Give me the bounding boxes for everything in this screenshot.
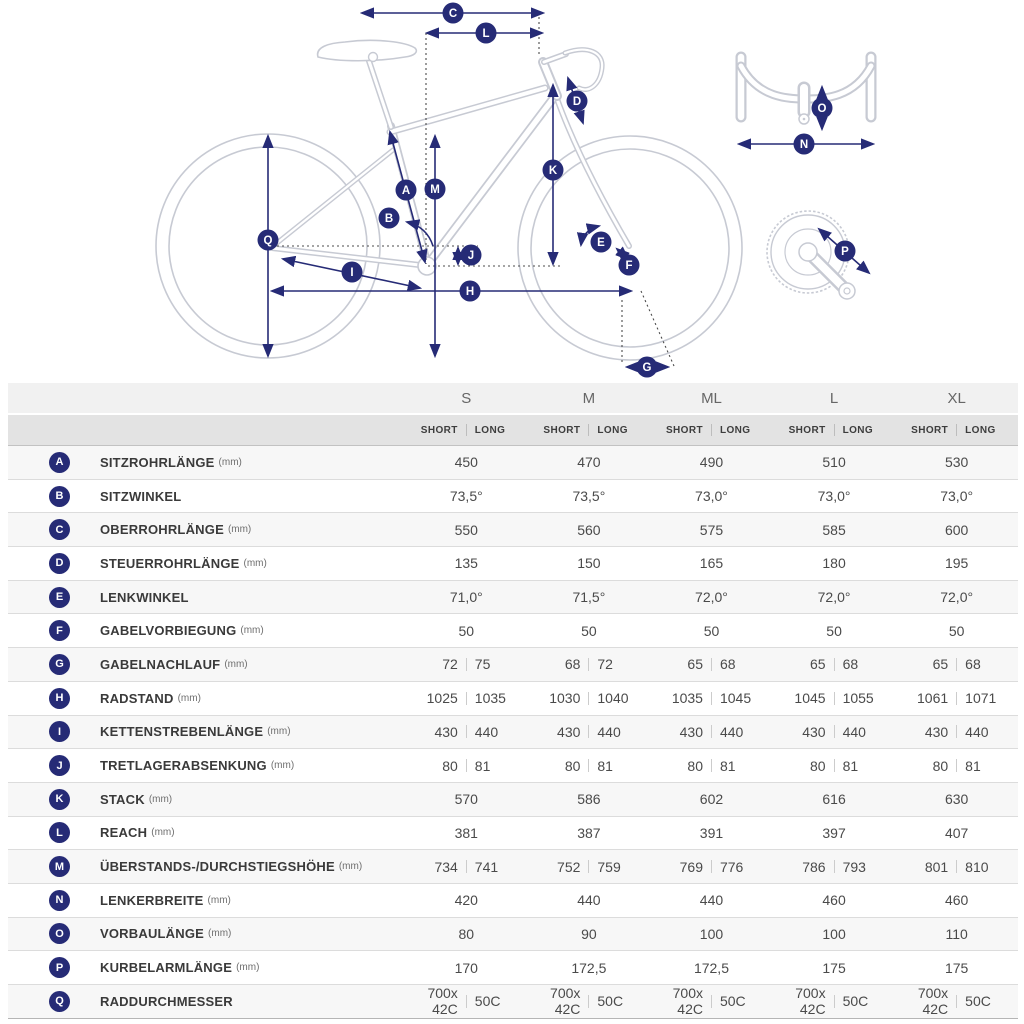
value-long: 1055: [842, 690, 874, 707]
svg-text:P: P: [841, 246, 849, 258]
value-long: 81: [719, 757, 736, 774]
value-cell: 90: [581, 925, 597, 942]
value-cell: 490: [699, 454, 724, 471]
table-row: [8, 446, 1018, 480]
value-long: 50C: [719, 993, 746, 1010]
row-badge: H: [49, 688, 70, 709]
svg-text:J: J: [467, 250, 475, 262]
value-short: 752: [557, 858, 581, 875]
value-cell: 175: [822, 959, 846, 976]
row-label: GABELVORBIEGUNG: [100, 623, 237, 639]
row-label-area: [8, 923, 405, 944]
value-long: 50C: [965, 993, 991, 1010]
diagram-badge-a: [396, 180, 417, 201]
value-cell: 570: [454, 791, 478, 808]
value-cell: [895, 850, 1018, 883]
diagram-badge-i: [342, 262, 363, 283]
svg-text:O: O: [817, 103, 827, 115]
size-header-row: [8, 383, 1018, 413]
dimension-arrows: [268, 13, 873, 367]
diagram-badge-j: [461, 245, 482, 266]
value-short: 72: [442, 656, 458, 673]
row-unit: (mm): [224, 658, 248, 670]
subheader-cell: [528, 415, 651, 445]
value-short: 65: [932, 656, 949, 673]
row-label-area: [8, 654, 405, 675]
value-cell: [405, 850, 528, 883]
value-cell: [528, 985, 651, 1018]
diagram-badge-n: [794, 134, 815, 155]
value-long: 440: [474, 723, 499, 740]
diagram-badge-l: [476, 23, 497, 44]
value-long: 68: [842, 656, 859, 673]
diagram-badge-h: [460, 281, 481, 302]
value-short: 700x 42C: [427, 985, 458, 1018]
svg-text:E: E: [597, 237, 605, 249]
value-short: 1035: [671, 690, 703, 707]
svg-text:H: H: [465, 286, 475, 298]
value-cell: [773, 716, 896, 749]
value-cell: [528, 716, 651, 749]
row-label: ÜBERSTANDS-/DURCHSTIEGSHÖHE: [100, 859, 335, 875]
value-cell: 150: [577, 555, 601, 572]
value-long: 50C: [597, 993, 624, 1010]
value-cell: [528, 648, 651, 681]
value-cell: 407: [944, 824, 969, 841]
row-unit: (mm): [227, 524, 252, 536]
table-row: [8, 749, 1018, 783]
size-header-cell: S: [461, 389, 472, 407]
value-cell: 73,0°: [695, 488, 728, 505]
row-badge: I: [49, 721, 70, 742]
size-header-cell: XL: [947, 389, 966, 407]
value-cell: 110: [945, 925, 968, 942]
value-cell: 172,5: [571, 959, 607, 976]
value-cell: 381: [454, 824, 478, 841]
row-label: REACH: [100, 825, 148, 841]
subheader-cell: [650, 415, 773, 445]
value-short: 80: [932, 757, 949, 774]
value-short: 1025: [426, 690, 458, 707]
row-label-area: [8, 553, 405, 574]
row-label-area: [8, 688, 405, 709]
svg-text:K: K: [548, 165, 558, 177]
value-cell: [405, 716, 528, 749]
value-cell: [773, 749, 896, 782]
value-cell: 600: [944, 521, 969, 538]
size-header-cell: L: [829, 389, 839, 407]
value-cell: 71,5°: [572, 589, 606, 606]
value-short: 80: [442, 757, 458, 774]
table-row: [8, 783, 1018, 817]
subheader-long-label: LONG: [965, 424, 996, 436]
value-cell: [650, 850, 773, 883]
svg-text:A: A: [401, 185, 411, 197]
row-unit: (mm): [243, 557, 267, 569]
subheader-cell: [773, 415, 896, 445]
value-cell: 195: [944, 555, 969, 572]
value-long: 440: [597, 723, 621, 740]
row-label: STACK: [100, 791, 145, 807]
value-cell: 420: [454, 892, 478, 909]
value-cell: 72,0°: [940, 589, 974, 606]
value-cell: 80: [458, 925, 475, 942]
row-badge: L: [49, 822, 70, 843]
row-badge: N: [49, 890, 70, 911]
subheader-long-label: LONG: [474, 424, 506, 436]
diagram-badge-q: [258, 230, 279, 251]
row-label-area: [8, 486, 405, 507]
value-cell: 510: [822, 454, 846, 471]
value-cell: [895, 749, 1018, 782]
value-long: 81: [842, 757, 859, 774]
value-long: 50C: [474, 993, 501, 1010]
value-cell: 470: [577, 454, 601, 471]
table-row: [8, 850, 1018, 884]
value-cell: 585: [822, 521, 846, 538]
value-cell: 440: [577, 892, 601, 909]
value-cell: [895, 716, 1018, 749]
row-unit: (mm): [208, 928, 232, 940]
row-badge: B: [49, 486, 70, 507]
table-row: [8, 480, 1018, 514]
value-cell: [650, 716, 773, 749]
value-short: 769: [679, 858, 703, 875]
value-short: 801: [924, 858, 949, 875]
row-label: STEUERROHRLÄNGE: [100, 555, 240, 571]
value-cell: [405, 682, 528, 715]
value-cell: [405, 985, 528, 1018]
value-cell: [528, 682, 651, 715]
row-badge: D: [49, 553, 70, 574]
row-badge: P: [49, 957, 70, 978]
subheader-short-label: SHORT: [788, 424, 826, 436]
svg-text:L: L: [482, 28, 490, 40]
diagram-badge-m: [425, 179, 446, 200]
value-cell: 560: [577, 521, 601, 538]
value-short: 430: [679, 723, 703, 740]
row-unit: (mm): [218, 456, 242, 468]
value-short: 1045: [794, 690, 826, 707]
value-cell: 180: [822, 555, 846, 572]
row-badge: K: [49, 789, 70, 810]
value-cell: 440: [699, 892, 724, 909]
value-cell: 530: [944, 454, 969, 471]
row-badge: A: [49, 452, 70, 473]
table-row: [8, 581, 1018, 615]
svg-text:I: I: [350, 267, 354, 279]
diagram-badge-c: [443, 3, 464, 24]
subheader-long-label: LONG: [719, 424, 751, 436]
value-cell: 450: [454, 454, 478, 471]
row-label-area: [8, 957, 405, 978]
value-cell: 165: [699, 555, 724, 572]
row-label-area: [8, 587, 405, 608]
value-cell: 50: [703, 622, 720, 639]
svg-text:F: F: [625, 260, 633, 272]
value-long: 50C: [842, 993, 869, 1010]
value-long: 81: [965, 757, 981, 774]
value-cell: 73,0°: [940, 488, 974, 505]
row-unit: (mm): [267, 726, 291, 738]
subheader-short-label: SHORT: [420, 424, 458, 436]
value-cell: [528, 850, 651, 883]
value-cell: 602: [699, 791, 724, 808]
value-cell: 575: [699, 521, 724, 538]
row-badge: F: [49, 620, 70, 641]
row-label: SITZWINKEL: [100, 488, 182, 504]
value-long: 810: [965, 858, 989, 875]
svg-text:Q: Q: [263, 235, 273, 247]
value-long: 440: [842, 723, 866, 740]
row-badge: G: [49, 654, 70, 675]
value-long: 81: [597, 757, 613, 774]
value-cell: 72,0°: [817, 589, 851, 606]
diagram-badge-k: [543, 160, 564, 181]
row-label-area: [8, 452, 405, 473]
value-cell: 73,5°: [572, 488, 606, 505]
diagram-badge-e: [591, 232, 612, 253]
row-label: LENKWINKEL: [100, 589, 189, 605]
value-cell: 616: [822, 791, 846, 808]
subheader-long-label: LONG: [842, 424, 874, 436]
table-row: [8, 614, 1018, 648]
row-badge: J: [49, 755, 70, 776]
value-cell: [405, 749, 528, 782]
svg-text:B: B: [384, 213, 394, 225]
diagram-badge-o: [812, 98, 833, 119]
svg-text:M: M: [430, 184, 440, 196]
value-cell: 170: [454, 959, 478, 976]
value-short: 68: [564, 656, 581, 673]
value-long: 759: [597, 858, 621, 875]
subheader-cell: [405, 415, 528, 445]
svg-text:C: C: [448, 8, 458, 20]
saddle: [318, 40, 417, 60]
subheader-short-label: SHORT: [911, 424, 949, 436]
row-unit: (mm): [207, 894, 231, 906]
value-long: 793: [842, 858, 866, 875]
subheader-short-label: SHORT: [543, 424, 581, 436]
row-label-area: [8, 755, 405, 776]
value-cell: [773, 648, 896, 681]
row-label: GABELNACHLAUF: [100, 656, 221, 672]
row-label: SITZROHRLÄNGE: [100, 454, 215, 470]
value-cell: [773, 985, 896, 1018]
value-long: 1040: [597, 690, 629, 707]
row-badge: M: [49, 856, 70, 877]
value-cell: 100: [822, 925, 846, 942]
diagram-badge-p: [835, 241, 856, 262]
value-long: 1045: [719, 690, 752, 707]
svg-text:G: G: [642, 362, 652, 374]
subheader-long-label: LONG: [597, 424, 628, 436]
value-cell: [895, 985, 1018, 1018]
value-cell: 50: [826, 622, 842, 639]
value-cell: 73,5°: [449, 488, 483, 505]
value-short: 700x 42C: [795, 985, 826, 1018]
value-short: 1030: [549, 690, 581, 707]
row-badge: E: [49, 587, 70, 608]
table-row: [8, 547, 1018, 581]
value-cell: 550: [454, 521, 478, 538]
svg-text:N: N: [799, 139, 809, 151]
diagram-badge-b: [379, 208, 400, 229]
row-unit: (mm): [240, 625, 264, 637]
row-label-area: [8, 789, 405, 810]
value-short: 700x 42C: [550, 985, 581, 1018]
value-short: 65: [687, 656, 703, 673]
value-cell: [773, 850, 896, 883]
row-label-area: [8, 822, 405, 843]
table-row: [8, 513, 1018, 547]
value-short: 786: [802, 858, 826, 875]
value-cell: 586: [577, 791, 601, 808]
value-long: 440: [719, 723, 744, 740]
value-long: 75: [474, 656, 491, 673]
subheader-label-spacer: [8, 415, 405, 445]
row-label-area: [8, 856, 405, 877]
row-label-area: [8, 890, 405, 911]
row-label: LENKERBREITE: [100, 892, 204, 908]
value-short: 80: [564, 757, 581, 774]
handlebar-top-view: [741, 57, 871, 124]
row-label-area: [8, 991, 405, 1012]
row-badge: C: [49, 519, 70, 540]
subheader-row: [8, 415, 1018, 446]
table-row: [8, 884, 1018, 918]
value-cell: 50: [948, 622, 965, 639]
value-short: 80: [687, 757, 703, 774]
row-label: VORBAULÄNGE: [100, 926, 205, 942]
value-short: 734: [434, 858, 458, 875]
value-long: 741: [474, 858, 499, 875]
table-row: [8, 951, 1018, 985]
value-cell: 73,0°: [817, 488, 851, 505]
row-label: RADSTAND: [100, 690, 174, 706]
value-cell: 100: [699, 925, 724, 942]
svg-text:D: D: [572, 96, 582, 108]
value-short: 430: [434, 723, 458, 740]
row-unit: (mm): [338, 861, 363, 873]
size-header-cell: ML: [701, 389, 722, 407]
value-cell: [650, 648, 773, 681]
value-long: 776: [719, 858, 744, 875]
row-label-area: [8, 620, 405, 641]
value-cell: [528, 749, 651, 782]
subheader-cell: [895, 415, 1018, 445]
header-label-spacer: [8, 383, 405, 413]
value-short: 430: [924, 723, 949, 740]
value-short: 1061: [917, 690, 949, 707]
geometry-table-body: [8, 446, 1018, 1019]
value-cell: 460: [822, 892, 846, 909]
value-short: 700x 42C: [917, 985, 949, 1018]
table-row: [8, 716, 1018, 750]
value-long: 440: [965, 723, 989, 740]
row-label-area: [8, 519, 405, 540]
diagram-badge-d: [567, 91, 588, 112]
value-cell: 630: [944, 791, 969, 808]
row-unit: (mm): [151, 827, 175, 839]
table-row: [8, 817, 1018, 851]
diagram-badge-f: [619, 255, 640, 276]
table-row: [8, 918, 1018, 952]
value-short: 430: [802, 723, 826, 740]
value-cell: 50: [458, 622, 475, 639]
value-cell: 172,5: [693, 959, 729, 976]
row-badge: Q: [49, 991, 70, 1012]
subheader-short-label: SHORT: [665, 424, 703, 436]
bike-frame: [272, 40, 629, 275]
value-short: 65: [810, 656, 826, 673]
table-row: [8, 985, 1018, 1019]
value-long: 1035: [474, 690, 506, 707]
value-long: 81: [474, 757, 491, 774]
value-long: 68: [965, 656, 981, 673]
value-cell: 71,0°: [449, 589, 483, 606]
row-label-area: [8, 721, 405, 742]
row-unit: (mm): [177, 692, 201, 704]
value-cell: [650, 682, 773, 715]
value-short: 430: [557, 723, 581, 740]
construction-lines: [272, 12, 674, 366]
value-short: 700x 42C: [672, 985, 703, 1018]
value-cell: 72,0°: [695, 589, 728, 606]
row-label: RADDURCHMESSER: [100, 993, 233, 1009]
row-label: KURBELARMLÄNGE: [100, 960, 233, 976]
table-row: [8, 648, 1018, 682]
row-unit: (mm): [148, 793, 173, 805]
value-cell: [895, 682, 1018, 715]
row-label: KETTENSTREBENLÄNGE: [100, 724, 264, 740]
value-cell: [405, 648, 528, 681]
row-label: TRETLAGERABSENKUNG: [100, 758, 267, 774]
diagram-badge-g: [637, 357, 658, 378]
value-long: 72: [597, 656, 613, 673]
bike-geometry-diagram: [0, 0, 1024, 383]
value-long: 1071: [965, 690, 997, 707]
row-label: OBERROHRLÄNGE: [100, 522, 224, 538]
table-row: [8, 682, 1018, 716]
value-cell: 397: [822, 824, 846, 841]
value-short: 80: [810, 757, 826, 774]
value-cell: 175: [944, 959, 969, 976]
value-cell: 135: [454, 555, 478, 572]
value-cell: [773, 682, 896, 715]
row-unit: (mm): [236, 962, 260, 974]
value-cell: 387: [577, 824, 601, 841]
value-cell: [650, 985, 773, 1018]
geometry-table: [8, 383, 1018, 1019]
row-unit: (mm): [270, 760, 295, 772]
value-cell: 50: [581, 622, 597, 639]
value-long: 68: [719, 656, 736, 673]
size-header-cell: M: [582, 389, 596, 407]
value-cell: 460: [944, 892, 969, 909]
value-cell: 391: [699, 824, 724, 841]
value-cell: [650, 749, 773, 782]
row-badge: O: [49, 923, 70, 944]
value-cell: [895, 648, 1018, 681]
